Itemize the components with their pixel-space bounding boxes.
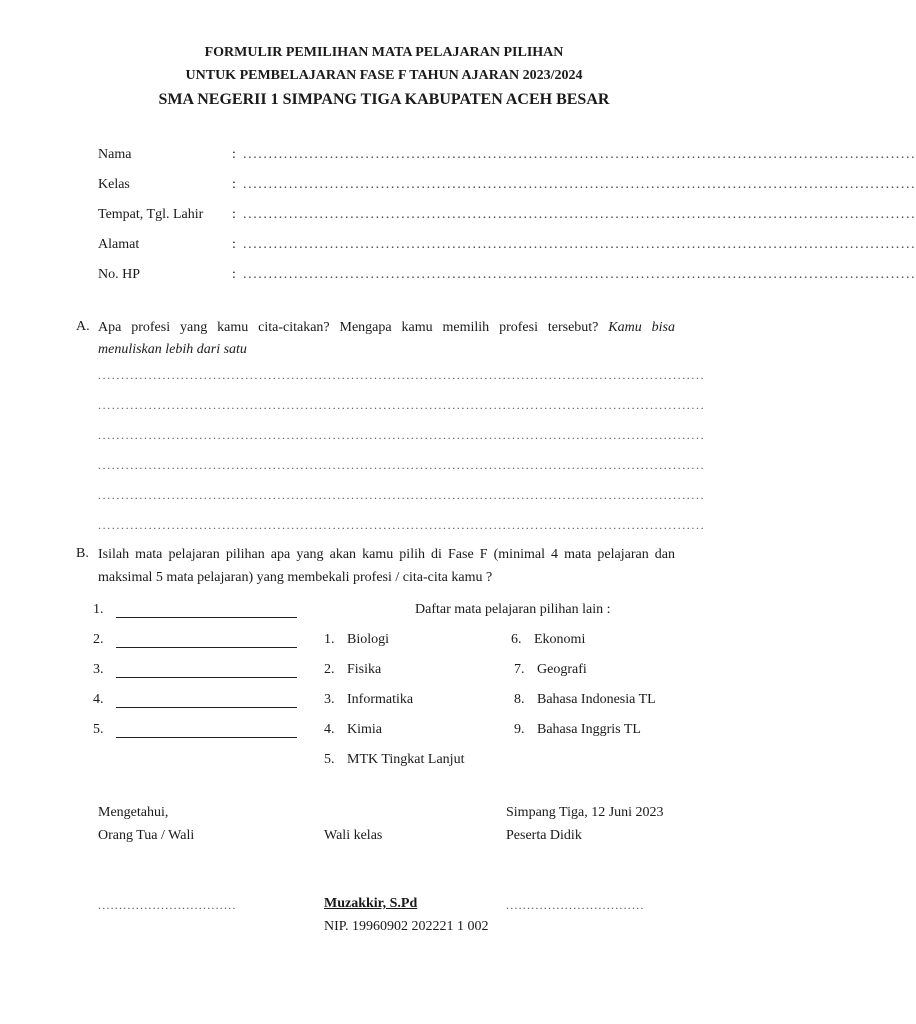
subject-number: 6. [511, 632, 522, 647]
field-input-line[interactable]: .................................................................................................................................... [243, 237, 916, 252]
homeroom-label: Wali kelas [324, 828, 383, 843]
form-subtitle: UNTUK PEMBELAJARAN FASE F TAHUN AJARAN 2023/2024 [185, 68, 583, 83]
answer-line[interactable]: .................................................................................................................................... [98, 518, 706, 532]
answer-line[interactable]: .................................................................................................................................... [98, 458, 706, 472]
subject-number: 2. [324, 662, 335, 677]
question-b-line2: maksimal 5 mata pelajaran) yang membekali profesi / cita-cita kamu ? [98, 570, 493, 585]
field-colon: : [232, 237, 236, 252]
subject-number: 4. [324, 722, 335, 737]
subject-name: Informatika [347, 692, 414, 707]
subject-number: 7. [514, 662, 525, 677]
subject-name: MTK Tingkat Lanjut [347, 752, 465, 767]
field-label: Nama [98, 147, 132, 162]
place-date: Simpang Tiga, 12 Juni 2023 [506, 805, 664, 820]
subject-list-title: Daftar mata pelajaran pilihan lain : [415, 602, 611, 617]
answer-line[interactable]: .................................................................................................................................... [98, 368, 706, 382]
teacher-nip: NIP. 19960902 202221 1 002 [324, 919, 489, 934]
field-colon: : [232, 207, 236, 222]
choice-blank[interactable] [116, 677, 297, 678]
field-colon: : [232, 147, 236, 162]
subject-name: Geografi [537, 662, 587, 677]
field-input-line[interactable]: .................................................................................................................................... [243, 207, 916, 222]
question-a-letter: A. [76, 319, 90, 334]
field-colon: : [232, 267, 236, 282]
choice-number: 3. [93, 662, 104, 677]
choice-number: 5. [93, 722, 104, 737]
choice-number: 1. [93, 602, 104, 617]
question-a-hint-2: menuliskan lebih dari satu [98, 342, 247, 357]
subject-number: 5. [324, 752, 335, 767]
school-name: SMA NEGERII 1 SIMPANG TIGA KABUPATEN ACEH BESAR [158, 91, 610, 108]
choice-number: 2. [93, 632, 104, 647]
choice-blank[interactable] [116, 647, 297, 648]
choice-blank[interactable] [116, 737, 297, 738]
field-label: Kelas [98, 177, 130, 192]
field-input-line[interactable]: .................................................................................................................................... [243, 177, 916, 192]
question-b-line1: Isilah mata pelajaran pilihan apa yang akan kamu pilih di Fase F (minimal 4 mata pelajaran dan [98, 547, 675, 562]
parent-label: Orang Tua / Wali [98, 828, 195, 843]
subject-name: Ekonomi [534, 632, 586, 647]
choice-blank[interactable] [116, 617, 297, 618]
subject-number: 9. [514, 722, 525, 737]
field-label: Alamat [98, 237, 140, 252]
answer-line[interactable]: .................................................................................................................................... [98, 488, 706, 502]
question-a-hint: Kamu bisa [608, 320, 675, 335]
form-title: FORMULIR PEMILIHAN MATA PELAJARAN PILIHAN [204, 45, 564, 60]
answer-line[interactable]: .................................................................................................................................... [98, 398, 706, 412]
choice-number: 4. [93, 692, 104, 707]
field-colon: : [232, 177, 236, 192]
subject-name: Bahasa Inggris TL [537, 722, 641, 737]
subject-name: Kimia [347, 722, 382, 737]
subject-name: Bahasa Indonesia TL [537, 692, 656, 707]
teacher-name: Muzakkir, S.Pd [324, 896, 418, 911]
field-label: No. HP [98, 267, 141, 282]
student-label: Peserta Didik [506, 828, 582, 843]
subject-number: 3. [324, 692, 335, 707]
subject-name: Fisika [347, 662, 382, 677]
parent-signature-line: ................................. [98, 898, 237, 912]
field-label: Tempat, Tgl. Lahir [98, 207, 204, 222]
choice-blank[interactable] [116, 707, 297, 708]
subject-name: Biologi [347, 632, 390, 647]
question-a-text: Apa profesi yang kamu cita-citakan? Mengapa kamu memilih profesi tersebut? Kamu bisa [98, 320, 675, 335]
subject-number: 1. [324, 632, 335, 647]
field-input-line[interactable]: .................................................................................................................................... [243, 147, 916, 162]
answer-line[interactable]: .................................................................................................................................... [98, 428, 706, 442]
mengetahui-label: Mengetahui, [98, 805, 169, 820]
field-input-line[interactable]: .................................................................................................................................... [243, 267, 916, 282]
question-b-letter: B. [76, 546, 89, 561]
student-signature-line: ................................. [506, 898, 645, 912]
subject-number: 8. [514, 692, 525, 707]
